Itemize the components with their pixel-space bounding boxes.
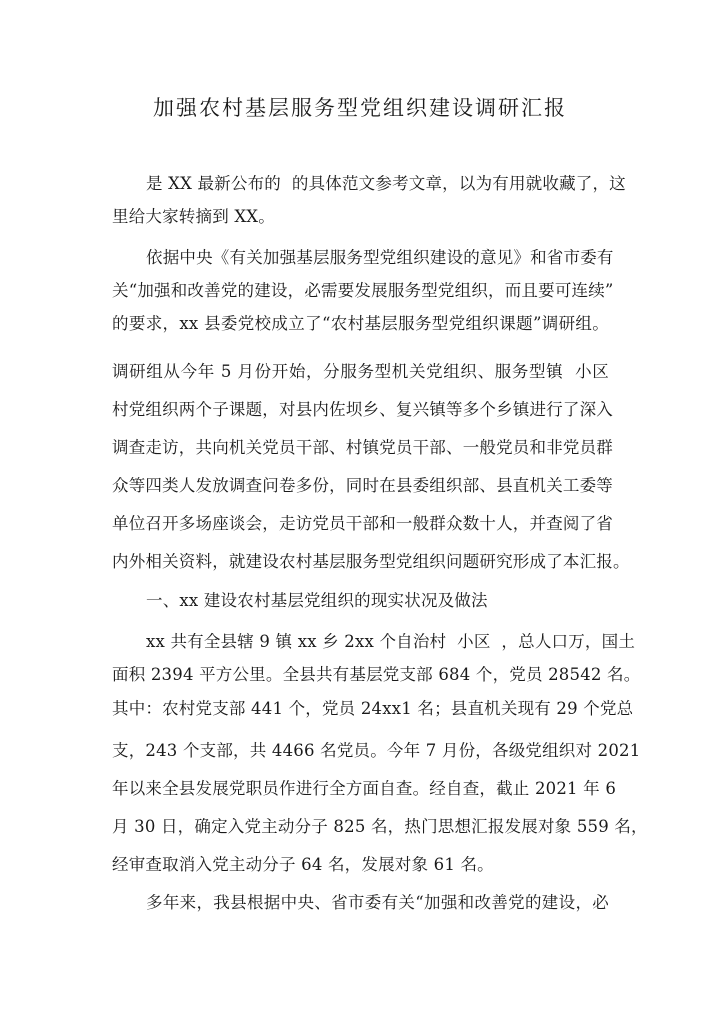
section-heading: 一、xx 建设农村基层党组织的现实状况及做法 xyxy=(146,591,488,610)
paragraph-line: 年以来全县发展党职员作进行全方面自查。经自查，截止 2021 年 6 xyxy=(112,779,617,798)
paragraph-line: 面积 2394 平方公里。全县共有基层党支部 684 个，党员 28542 名。 xyxy=(112,665,641,684)
document-title: 加强农村基层服务型党组织建设调研汇报 xyxy=(153,96,567,120)
paragraph-line: 其中：农村党支部 441 个，党员 24xx1 名；县直机关现有 29 个党总 xyxy=(112,699,634,718)
paragraph-line: 月 30 日，确定入党主动分子 825 名，热门思想汇报发展对象 559 名， xyxy=(112,817,648,836)
paragraph-line: 是 XX 最新公布的 的具体范文参考文章，以为有用就收藏了，这 xyxy=(146,174,626,193)
paragraph-line: 调研组从今年 5 月份开始，分服务型机关党组织、服务型镇 小区 xyxy=(112,362,609,381)
paragraph-line: 村党组织两个子课题，对县内佐坝乡、复兴镇等多个乡镇进行了深入 xyxy=(112,400,613,419)
paragraph-line: 的要求，xx 县委党校成立了“农村基层服务型党组织课题”调研组。 xyxy=(112,314,609,333)
paragraph-line: 众等四类人发放调查问卷多份，同时在县委组织部、县直机关工委等 xyxy=(112,476,613,495)
paragraph-line: xx 共有全县辖 9 镇 xx 乡 2xx 个自治村 小区 ，总人口万，国土 xyxy=(146,632,636,651)
paragraph-line: 关“加强和改善党的建设，必需要发展服务型党组织，而且要可连续” xyxy=(112,281,614,300)
paragraph-line: 多年来，我县根据中央、省市委有关“加强和改善党的建设，必 xyxy=(146,893,609,912)
paragraph-line: 依据中央《有关加强基层服务型党组织建设的意见》和省市委有 xyxy=(146,248,614,267)
paragraph-line: 经审查取消入党主动分子 64 名，发展对象 61 名。 xyxy=(112,855,494,874)
paragraph-line: 调查走访，共向机关党员干部、村镇党员干部、一般党员和非党员群 xyxy=(112,438,613,457)
paragraph-line: 内外相关资料，就建设农村基层服务型党组织问题研究形成了本汇报。 xyxy=(112,552,630,571)
paragraph-line: 单位召开多场座谈会，走访党员干部和一般群众数十人，并查阅了省 xyxy=(112,514,613,533)
paragraph-line: 里给大家转摘到 XX。 xyxy=(112,207,275,226)
paragraph-line: 支，243 个支部，共 4466 名党员。今年 7 月份，各级党组织对 2021 xyxy=(112,741,641,760)
